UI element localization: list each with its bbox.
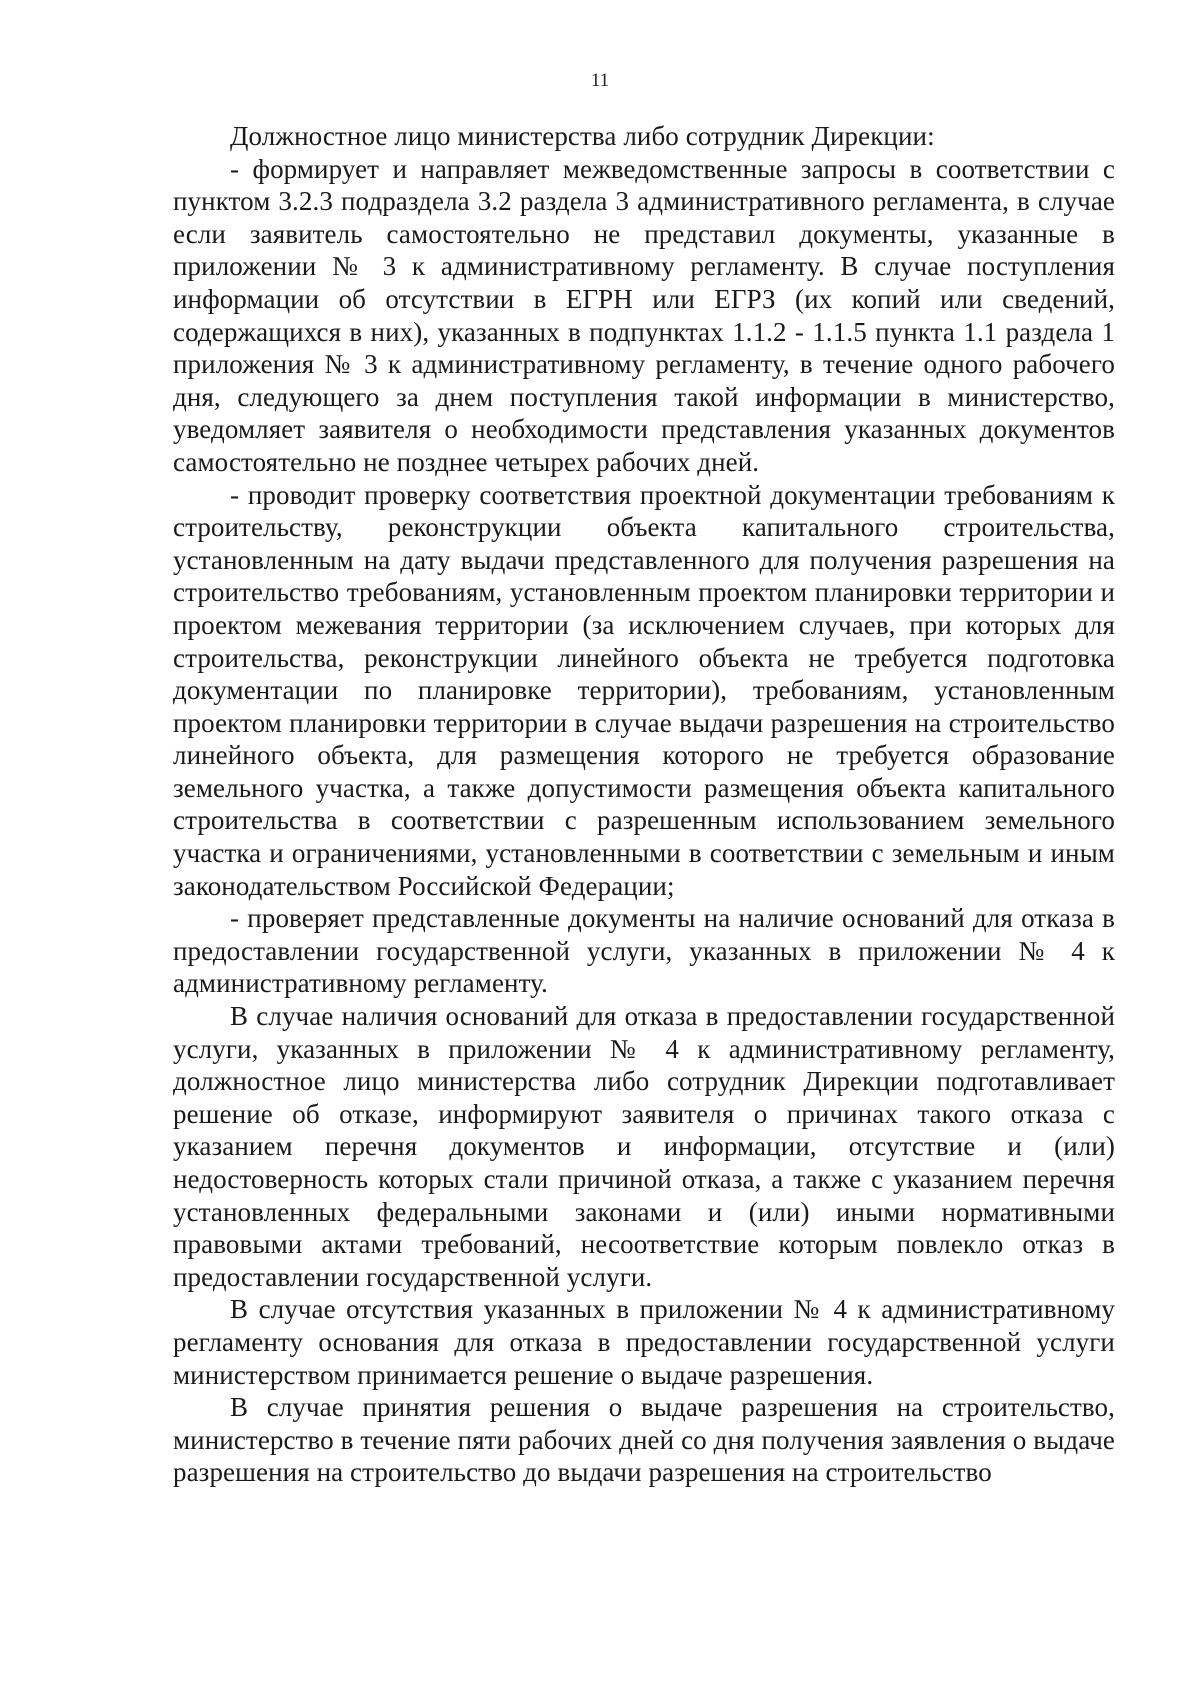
paragraph-no-refusal: В случае отсутствия указанных в приложении № 4 к административному регламенту основания для отказа в предоставлении государственной услуги министерством принимается решение о выдаче разрешения. xyxy=(173,1294,1115,1390)
paragraph-requests: - формирует и направляет межведомственные запросы в соответствии с пунктом 3.2.3 подраздела 3.2 раздела 3 административного регламента, в случае если заявитель самостоятельно не представил документы, указанные в приложении № 3 к административному регламенту. В случае поступления информации об отсутствии в ЕГРН или ЕГРЗ (их копий или сведений, содержащихся в них), указанных в подпунктах 1.1.2 - 1.1.5 пункта 1.1 раздела 1 приложения № 3 к административному регламенту, в течение одного рабочего дня, следующего за днем поступления такой информации в министерство, уведомляет заявителя о необходимости представления указанных документов самостоятельно не позднее четырех рабочих дней. xyxy=(173,153,1115,477)
document-body xyxy=(173,120,1115,1489)
paragraph-intro: Должностное лицо министерства либо сотрудник Дирекции: xyxy=(230,121,935,151)
page-number: 11 xyxy=(590,70,610,91)
paragraph-verification: - проводит проверку соответствия проектной документации требованиям к строительству, реконструкции объекта капитального строительства, установленным на дату выдачи представленного для получения разрешения на строительство требованиям, установленным проектом планировки территории и проектом межевания территории (за исключением случаев, при которых для строительства, реконструкции линейного объекта не требуется подготовка документации по планировке территории), требованиям, установленным проектом планировки территории в случае выдачи разрешения на строительство линейного объекта, для размещения которого не требуется образование земельного участка, а также допустимости размещения объекта капитального строительства в соответствии с разрешенным использованием земельного участка и ограничениями, установленными в соответствии с земельным и иным законодательством Российской Федерации; xyxy=(173,479,1115,901)
paragraph-documents-check: - проверяет представленные документы на наличие оснований для отказа в предоставлении государственной услуги, указанных в приложении № 4 к административному регламенту. xyxy=(173,903,1115,999)
paragraph-permit-decision: В случае принятия решения о выдаче разрешения на строительство, министерство в течение пяти рабочих дней со дня получения заявления о выдаче разрешения на строительство до выдачи разрешения на строительство xyxy=(173,1392,1115,1488)
paragraph-refusal: В случае наличия оснований для отказа в предоставлении государственной услуги, указанных в приложении № 4 к административному регламенту, должностное лицо министерства либо сотрудник Дирекции подготавливает решение об отказе, информируют заявителя о причинах такого отказа с указанием перечня документов и информации, отсутствие и (или) недостоверность которых стали причиной отказа, а также с указанием перечня установленных федеральными законами и (или) иными нормативными правовыми актами требований, несоответствие которым повлекло отказ в предоставлении государственной услуги. xyxy=(173,1001,1115,1292)
